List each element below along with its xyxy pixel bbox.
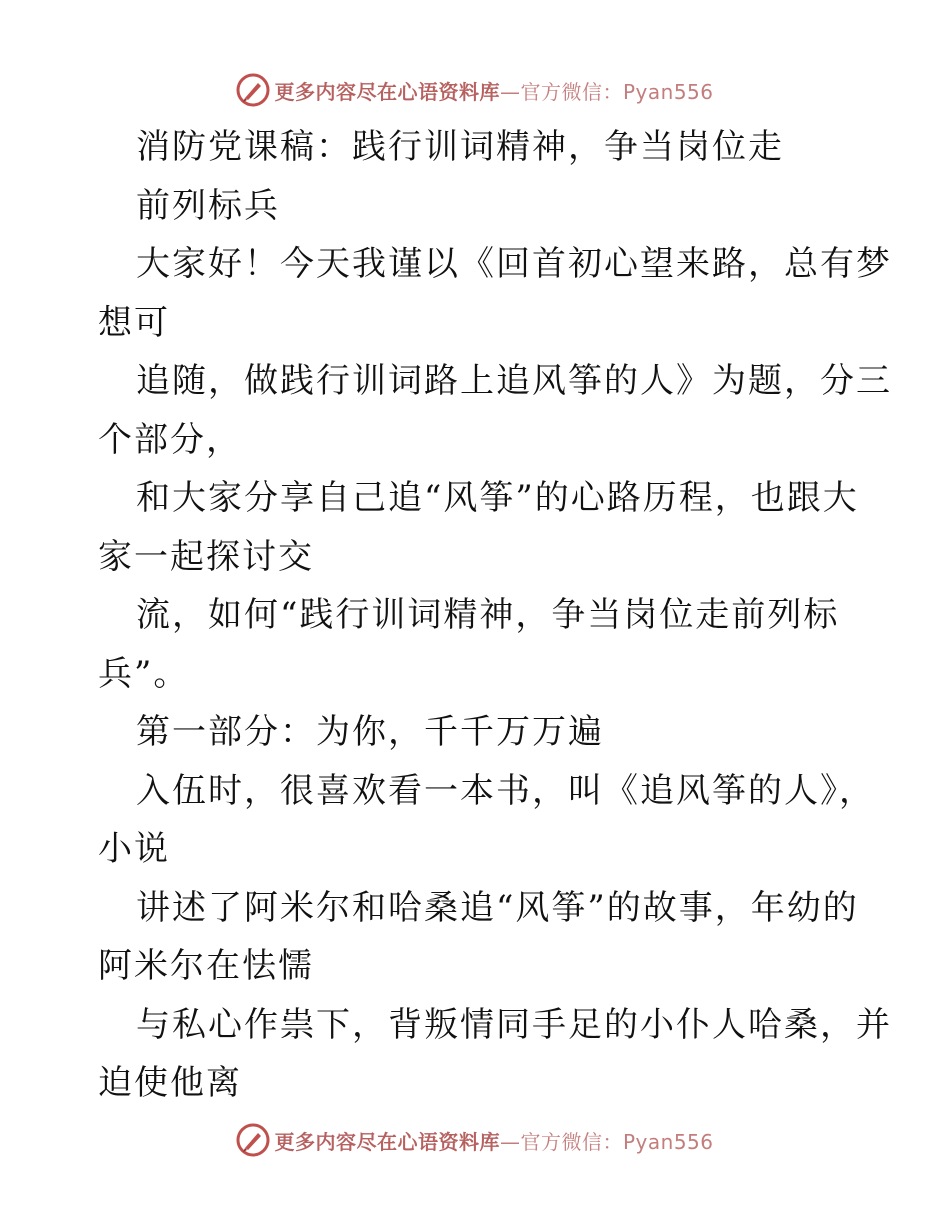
- paragraph-line: 流，如何“践行训词精神，争当岗位走前列标: [136, 595, 840, 635]
- paragraph-line: 家一起探讨交: [98, 536, 314, 577]
- document-body: [98, 118, 892, 1113]
- paragraph-line: 入伍时，很喜欢看一本书，叫《追风筝的人》，: [136, 770, 875, 811]
- quill-logo-icon: [236, 73, 270, 107]
- paragraph-line: 个部分，: [98, 419, 242, 460]
- watermark-text: 更多内容尽在心语资料库—官方微信：Pyan556: [274, 1129, 714, 1154]
- quill-logo-icon: [236, 1123, 270, 1157]
- section-heading: 第一部分：为你，千千万万遍: [136, 712, 604, 752]
- paragraph-line: 想可: [98, 302, 170, 343]
- paragraph-line: 消防党课稿：践行训词精神，争当岗位走: [136, 127, 784, 167]
- paragraph-line: 兵”。: [98, 653, 190, 694]
- paragraph-line: 前列标兵: [136, 185, 280, 226]
- paragraph-line: 阿米尔在怯懦: [98, 946, 314, 986]
- paragraph-line: 追随，做践行训词路上追风筝的人》为题，分三: [136, 361, 892, 401]
- watermark-text: 更多内容尽在心语资料库—官方微信：Pyan556: [274, 79, 714, 104]
- paragraph-line: 讲述了阿米尔和哈桑追“风筝”的故事，年幼的: [136, 887, 859, 928]
- header-watermark: [0, 70, 950, 110]
- paragraph-line: 小说: [98, 829, 170, 869]
- footer-watermark: [0, 1120, 950, 1160]
- paragraph-line: 与私心作祟下，背叛情同手足的小仆人哈桑，并: [136, 1004, 892, 1045]
- paragraph-line: 和大家分享自己追“风筝”的心路历程，也跟大: [136, 478, 859, 518]
- paragraph-line: 大家好！今天我谨以《回首初心望来路，总有梦: [136, 244, 892, 284]
- paragraph-line: 迫使他离: [98, 1063, 242, 1103]
